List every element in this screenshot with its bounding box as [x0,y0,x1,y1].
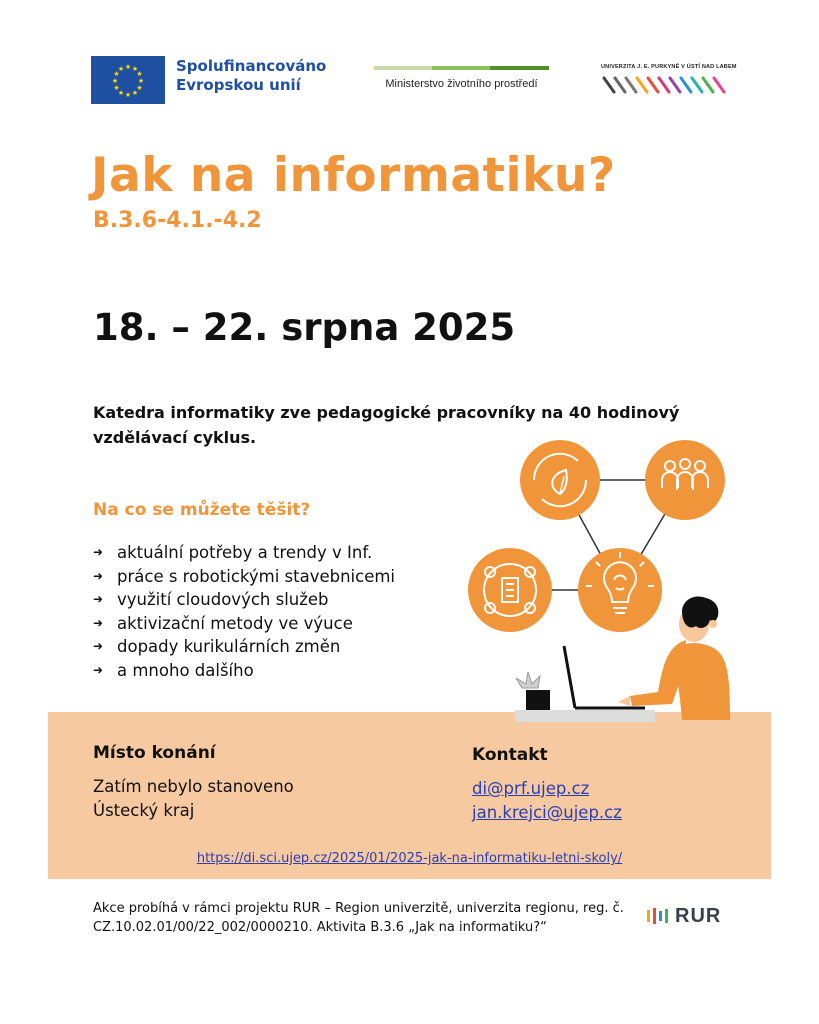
illustration [460,440,780,730]
eu-line-2: Evropskou unií [176,76,301,94]
list-item [93,588,395,612]
svg-text:★: ★ [117,89,125,97]
benefits-list [93,541,395,682]
list-item-label: dopady kurikulárních změn [117,637,341,656]
recycle-leaf-icon [520,440,600,520]
svg-text:★: ★ [131,89,139,97]
rur-logo-icon [646,906,670,926]
university-name: UNIVERZITA J. E. PURKYNĚ V ÚSTÍ NAD LABEM [601,64,737,70]
list-item-label: aktivizační metody ve výuce [117,613,353,633]
list-item-label: aktuální potřeby a trendy v Inf. [117,543,373,562]
arrow-icon: ➜ [93,545,104,559]
svg-text:★: ★ [117,65,125,73]
benefits-heading: Na co se můžete těšit? [93,500,311,520]
list-item [93,659,395,683]
footer-text: Akce probíhá v rámci projektu RUR – Region univerzitě, univerzita regionu, reg. č. CZ.10.02.01/00/22_002/0000210. Aktivita B.3.6 „Jak na informatiku?“ [93,901,624,935]
city-network-icon [468,548,552,632]
contact-email-link[interactable]: jan.krejci@ujep.cz [472,803,622,822]
list-item-label: a mnoho dalšího [117,660,254,680]
venue-line-1: Zatím nebylo stanoveno [93,777,294,796]
arrow-icon: ➜ [93,568,104,583]
contact-heading: Kontakt [472,745,548,765]
lightbulb-brain-icon [578,548,662,632]
event-date: 18. – 22. srpna 2025 [93,306,516,349]
venue-line-2: Ústecký kraj [93,801,195,820]
list-item-label: využití cloudových služeb [117,590,329,609]
eu-cofunding-text [176,57,326,95]
list-item-label: práce s robotickými stavebnicemi [117,566,396,586]
svg-text:★: ★ [113,70,120,78]
svg-text:★: ★ [124,63,132,71]
list-item [93,541,395,565]
page-title: Jak na informatiku? [91,148,616,203]
eu-flag-icon [91,56,165,104]
svg-text:★: ★ [136,70,143,78]
list-item [93,635,395,659]
activity-code: B.3.6-4.1.-4.2 [93,208,262,233]
intro-text: Katedra informatiky zve pedagogické pracovníky na 40 hodinový vzdělávací cyklus. [93,403,680,447]
svg-text:★: ★ [124,91,132,99]
rur-brand: RUR [675,905,722,927]
university-logo-stripes [601,74,727,98]
arrow-icon: ➜ [93,592,104,606]
list-item [93,612,395,636]
event-url-link[interactable]: https://di.sci.ujep.cz/2025/01/2025-jak-na-informatiku-letni-skoly/ [196,851,623,866]
people-group-icon [645,440,725,520]
eu-line-1: Spolufinancováno [176,57,327,75]
venue-heading: Místo konání [93,743,216,763]
ministry-name: Ministerstvo životního prostředí [385,78,538,90]
svg-text:★: ★ [137,77,145,85]
svg-text:★: ★ [136,84,143,92]
arrow-icon: ➜ [93,615,104,630]
list-item [93,565,395,589]
svg-text:★: ★ [111,77,119,85]
contact-email-link[interactable]: di@prf.ujep.cz [472,779,590,798]
arrow-icon: ➜ [93,662,104,677]
svg-text:★: ★ [131,65,139,73]
svg-text:★: ★ [113,84,120,92]
arrow-icon: ➜ [93,639,104,653]
ministry-logo-bars [374,66,549,70]
